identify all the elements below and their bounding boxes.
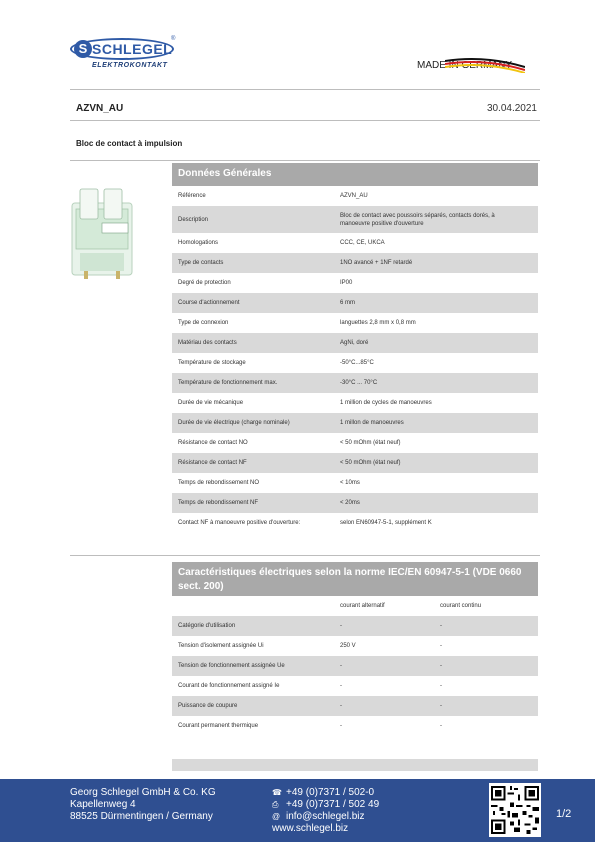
qr-code-icon[interactable]	[489, 783, 541, 837]
email-icon: @	[272, 812, 281, 821]
electrical-row	[172, 696, 538, 716]
row-value-ac: 250 V	[340, 643, 356, 649]
logo-subtitle: ELEKTROKONTAKT	[92, 62, 168, 69]
row-label: Catégorie d'utilisation	[178, 623, 236, 629]
row-value: Bloc de contact avec poussoirs séparés, contacts dorés, à manoeuvre positive d'ouverture	[340, 212, 495, 227]
row-label: Courant de fonctionnement assigné Ie	[178, 683, 280, 689]
row-value: -50°C...85°C	[340, 360, 374, 366]
row-label: Durée de vie mécanique	[178, 400, 244, 406]
row-label: Type de contacts	[178, 260, 224, 266]
website-link[interactable]: www.schlegel.biz	[272, 823, 349, 834]
row-value-dc: -	[440, 703, 442, 709]
row-value-ac: -	[340, 663, 342, 669]
general-row	[172, 393, 538, 413]
company-address	[70, 787, 216, 823]
row-value-ac: -	[340, 723, 342, 729]
table-footer-band	[172, 759, 538, 771]
general-row	[172, 353, 538, 373]
phone-icon: ☎	[272, 788, 282, 797]
row-value: CCC, CE, UKCA	[340, 240, 385, 246]
row-value-ac: -	[340, 623, 342, 629]
phone-line	[272, 787, 379, 799]
fax-line	[272, 799, 379, 811]
row-label: Matériau des contacts	[178, 340, 237, 346]
row-value-ac: -	[340, 683, 342, 689]
row-value: < 10ms	[340, 480, 360, 486]
row-label: Température de fonctionnement max.	[178, 380, 278, 386]
general-row	[172, 413, 538, 433]
row-label: Tension de fonctionnement assignée Ue	[178, 663, 285, 669]
general-row	[172, 373, 538, 393]
fax-icon: ⎙	[272, 800, 279, 809]
fax-number[interactable]: +49 (0)7371 / 502 49	[286, 799, 380, 810]
row-label: Durée de vie électrique (charge nominale)	[178, 420, 290, 426]
electrical-column-headers	[172, 596, 538, 616]
row-value: 1 millon de manoeuvres	[340, 420, 404, 426]
general-row	[172, 273, 538, 293]
company-contact	[272, 787, 379, 835]
row-label: Résistance de contact NF	[178, 460, 247, 466]
general-row	[172, 433, 538, 453]
row-label: Temps de rebondissement NO	[178, 480, 260, 486]
general-row	[172, 333, 538, 353]
section-divider-2	[70, 555, 540, 556]
row-label: Contact NF à manoeuvre positive d'ouverture:	[178, 520, 301, 526]
general-row	[172, 513, 538, 533]
general-row	[172, 493, 538, 513]
product-image	[66, 183, 140, 281]
row-value: 6 mm	[340, 300, 355, 306]
general-row	[172, 233, 538, 253]
document-date: 30.04.2021	[486, 103, 537, 114]
row-label: Course d'actionnement	[178, 300, 240, 306]
web-line	[272, 823, 379, 835]
row-label: Puissance de coupure	[178, 703, 238, 709]
row-value-dc: -	[440, 643, 442, 649]
electrical-row	[172, 716, 538, 736]
electrical-row	[172, 616, 538, 636]
company-city: 88525 Dürmentingen / Germany	[70, 811, 213, 822]
row-value: 1 million de cycles de manoeuvres	[340, 400, 432, 406]
header-divider	[70, 89, 540, 90]
general-row	[172, 293, 538, 313]
row-label: Type de connexion	[178, 320, 229, 326]
row-value: < 50 mOhm (état neuf)	[340, 460, 401, 466]
row-value-dc: -	[440, 723, 442, 729]
column-header-ac: courant alternatif	[340, 603, 385, 609]
general-data-heading: Données Générales	[172, 163, 538, 186]
company-street: Kapellenweg 4	[70, 799, 136, 810]
row-value-ac: -	[340, 703, 342, 709]
row-value: < 20ms	[340, 500, 360, 506]
general-row	[172, 313, 538, 333]
company-name: Georg Schlegel GmbH & Co. KG	[70, 787, 216, 798]
row-label: Homologations	[178, 240, 219, 246]
electrical-row	[172, 676, 538, 696]
row-value: -30°C ... 70°C	[340, 380, 378, 386]
email-line	[272, 811, 379, 823]
row-label: Référence	[178, 193, 206, 199]
row-value: AZVN_AU	[340, 193, 368, 199]
general-data-table	[172, 163, 538, 533]
row-value: languettes 2,8 mm x 0,8 mm	[340, 320, 416, 326]
made-in-germany-label: MADE IN GERMANY	[417, 60, 513, 71]
title-divider	[70, 120, 540, 121]
row-label: Tension d'isolement assignée Ui	[178, 643, 264, 649]
product-subtitle: Bloc de contact à impulsion	[76, 139, 183, 148]
general-row	[172, 253, 538, 273]
page-footer	[0, 779, 595, 842]
row-value: selon EN60947-5-1, supplément K	[340, 520, 432, 526]
row-label: Résistance de contact NO	[178, 440, 248, 446]
electrical-row	[172, 636, 538, 656]
electrical-row	[172, 656, 538, 676]
product-reference: AZVN_AU	[76, 103, 124, 114]
logo-initial: S	[74, 40, 92, 58]
row-label: Courant permanent thermique	[178, 723, 259, 729]
row-label: Temps de rebondissement NF	[178, 500, 259, 506]
logo-registered-mark: ®	[171, 36, 176, 42]
company-logo	[70, 38, 178, 72]
electrical-heading: Caractéristiques électriques selon la norme IEC/EN 60947-5-1 (VDE 0660 sect. 200)	[172, 562, 538, 596]
logo-text: SCHLEGEL	[92, 41, 173, 57]
general-row	[172, 186, 538, 206]
row-value: 1NO avancé + 1NF retardé	[340, 260, 413, 266]
email-link[interactable]: info@schlegel.biz	[286, 811, 365, 822]
general-row	[172, 206, 538, 233]
row-label: Température de stockage	[178, 360, 246, 366]
page-number: 1/2	[556, 808, 572, 820]
general-row	[172, 473, 538, 493]
general-row	[172, 453, 538, 473]
row-value: AgNi, doré	[340, 340, 369, 346]
electrical-table	[172, 562, 538, 736]
row-value-dc: -	[440, 623, 442, 629]
row-label: Degré de protection	[178, 280, 231, 286]
row-value: IP00	[340, 280, 353, 286]
row-label: Description	[178, 216, 209, 223]
section-divider	[70, 160, 540, 161]
phone-number[interactable]: +49 (0)7371 / 502-0	[286, 787, 375, 798]
row-value: < 50 mOhm (état neuf)	[340, 440, 401, 446]
row-value-dc: -	[440, 663, 442, 669]
column-header-dc: courant continu	[440, 603, 482, 609]
german-flag-swoosh-icon	[445, 57, 525, 73]
row-value-dc: -	[440, 683, 442, 689]
